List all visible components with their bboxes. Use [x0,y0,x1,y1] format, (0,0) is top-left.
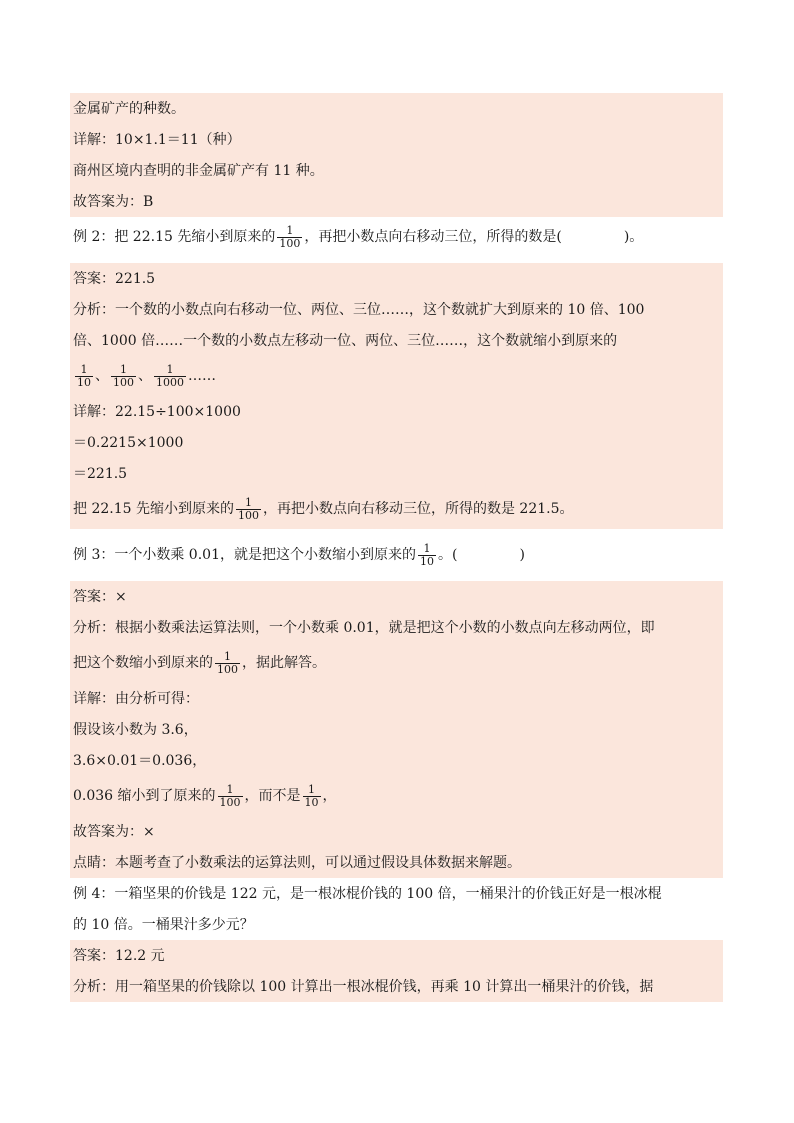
text-line [70,294,723,325]
line-text: 答案：221.5 [73,270,156,287]
fraction [418,543,436,568]
line-text: ，再把小数点向右移动三位，所得的数是( [304,229,562,245]
line-text: 答案：× [73,588,127,605]
fraction-denominator: 100 [219,795,241,809]
fraction-denominator: 10 [77,375,91,389]
fraction-numerator: 1 [166,362,174,376]
line-text: 把这个数缩小到原来的 [73,655,213,671]
line-text: 分析：一个数的小数点向右移动一位、两位、三位……，这个数就扩大到原来的 10 倍、100 [73,301,645,318]
line-text: 答案：12.2 元 [73,947,165,964]
text-line [70,155,723,186]
text-line [70,124,723,155]
text-line [70,427,723,458]
line-text: 例 2：把 22.15 先缩小到原来的 [73,229,276,245]
line-text: )。 [623,229,644,245]
fraction-denominator: 1000 [156,375,184,389]
line-text: 例 3：一个小数乘 0.01，就是把这个小数缩小到原来的 [73,547,416,563]
line-text: ＝0.2215×1000 [73,434,184,451]
line-text: …… [188,368,216,384]
line-text: 分析：用一箱坚果的价钱除以 100 计算出一根冰棍价钱，再乘 10 计算出一桶果汁的价钱，据 [73,978,654,995]
line-text: ＝221.5 [73,465,128,482]
line-text: 3.6×0.01＝0.036， [73,752,207,769]
text-line [70,93,723,124]
fraction [236,497,261,522]
fraction-numerator: 1 [80,362,88,376]
fraction-numerator: 1 [120,362,127,376]
fraction-denominator: 100 [217,662,238,676]
fraction [75,364,93,389]
text-line [70,458,723,489]
fraction-denominator: 100 [113,375,134,389]
line-text: 商州区境内查明的非金属矿产有 11 种。 [73,162,324,179]
text-line [70,612,723,643]
text-line [70,776,723,816]
question-line [70,909,723,940]
line-text: ，据此解答。 [242,655,326,671]
text-line [70,489,723,529]
fraction [111,364,136,389]
fraction-denominator: 10 [419,554,434,568]
fraction-denominator: 10 [304,795,319,809]
fraction [303,784,321,809]
fraction-numerator: 1 [308,782,316,796]
fraction-denominator: 100 [237,508,259,522]
fraction [218,784,243,809]
line-text: 详解：22.15÷100×1000 [73,403,241,420]
fraction-numerator: 1 [224,649,231,663]
line-text: 例 4：一箱坚果的价钱是 122 元，是一根冰棍价钱的 100 倍，一桶果汁的价钱正好是一根冰棍 [73,885,662,902]
question-line [70,535,723,575]
text-line [70,396,723,427]
text-line [70,643,723,683]
line-text: 、 [95,368,109,384]
text-line [70,940,723,971]
fraction-line [70,356,723,396]
line-text: 假设该小数为 3.6， [73,721,198,738]
fraction-numerator: 1 [423,541,431,555]
text-line [70,683,723,714]
text-line [70,581,723,612]
question-line [70,878,723,909]
line-text: 。( [437,547,458,563]
fraction [215,651,240,676]
text-line [70,816,723,847]
document-content [70,93,723,1002]
fraction-denominator: 100 [279,236,301,250]
question-line [70,217,723,257]
line-text: 的 10 倍。一桶果汁多少元？ [73,916,254,933]
line-text: ) [519,547,525,563]
line-text: 0.036 缩小到了原来的 [73,788,216,804]
line-text: 故答案为：× [73,823,155,840]
text-line [70,971,723,1002]
fraction-numerator: 1 [226,782,234,796]
line-text: 金属矿产的种数。 [73,100,185,117]
text-line [70,745,723,776]
line-text: 点睛：本题考查了小数乘法的运算法则，可以通过假设具体数据来解题。 [73,854,521,871]
fraction [277,225,302,250]
fraction [154,364,186,389]
text-line [70,714,723,745]
line-text: 详解：由分析可得： [73,690,199,707]
line-text: 分析：根据小数乘法运算法则，一个小数乘 0.01，就是把这个小数的小数点向左移动两位，即 [73,619,655,636]
text-line [70,186,723,217]
line-text: ， [322,788,337,804]
line-text: 把 22.15 先缩小到原来的 [73,501,234,517]
fraction-numerator: 1 [286,223,294,237]
text-line [70,325,723,356]
text-line [70,847,723,878]
line-text: 故答案为：B [73,193,154,210]
line-text: ，再把小数点向右移动三位，所得的数是 221.5。 [262,501,574,517]
line-text: ，而不是 [244,788,301,804]
fraction-numerator: 1 [244,495,252,509]
line-text: 详解：10×1.1＝11（种） [73,131,241,148]
line-text: 倍、1000 倍……一个数的小数点左移动一位、两位、三位……，这个数就缩小到原来的 [73,332,618,349]
text-line [70,263,723,294]
line-text: 、 [138,368,152,384]
